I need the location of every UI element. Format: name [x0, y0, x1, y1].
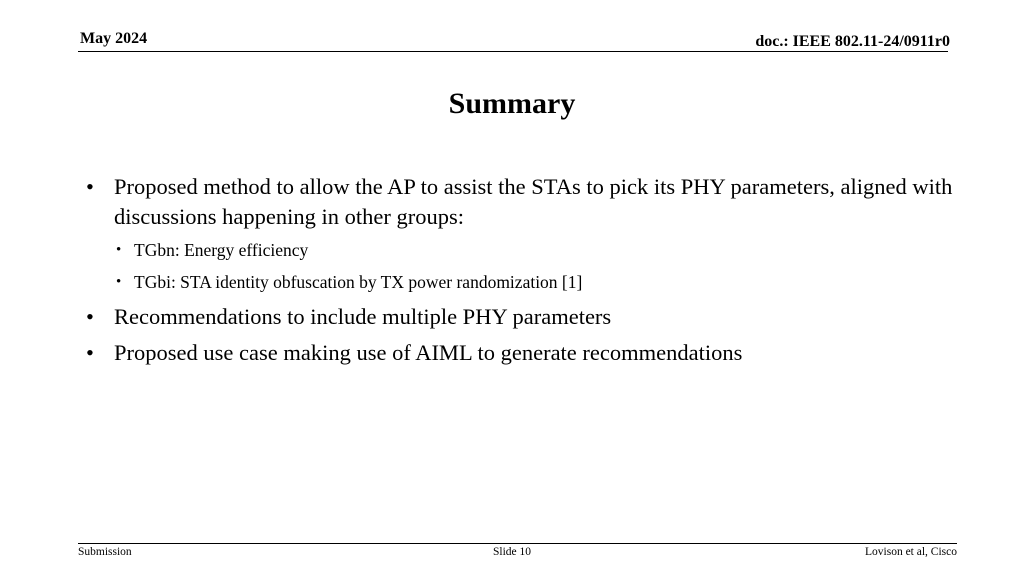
- bullet-dot-icon: •: [86, 174, 94, 199]
- bullet-item: [86, 338, 956, 368]
- slide-body: [86, 172, 956, 374]
- bullet-text: Recommendations to include multiple PHY parameters: [114, 304, 612, 329]
- header-date: May 2024: [80, 30, 148, 47]
- bullet-dot-icon: •: [86, 340, 94, 365]
- slide-title: Summary: [448, 87, 576, 120]
- header-doc-id: doc.: IEEE 802.11-24/0911r0: [755, 33, 950, 50]
- sub-bullet-text: TGbn: Energy efficiency: [134, 240, 309, 260]
- sub-bullet-text: TGbi: STA identity obfuscation by TX power randomization [1]: [134, 272, 583, 292]
- bullet-item: [86, 172, 956, 232]
- footer-submission: Submission: [78, 546, 132, 558]
- bullet-dot-icon: •: [116, 274, 122, 290]
- bullet-dot-icon: •: [116, 242, 122, 258]
- sub-bullet-item: [116, 238, 956, 262]
- bullet-dot-icon: •: [86, 304, 94, 329]
- sub-bullet-item: [116, 270, 956, 294]
- bullet-text: Proposed use case making use of AIML to generate recommendations: [114, 340, 743, 365]
- bullet-text: Proposed method to allow the AP to assist the STAs to pick its PHY parameters, aligned with discussions happening in other groups:: [114, 174, 953, 229]
- footer-slide-number: Slide 10: [492, 546, 531, 558]
- header-divider: [78, 51, 948, 52]
- footer-authors: Lovison et al, Cisco: [865, 546, 957, 558]
- bullet-item: [86, 302, 956, 332]
- footer-divider: [78, 543, 957, 544]
